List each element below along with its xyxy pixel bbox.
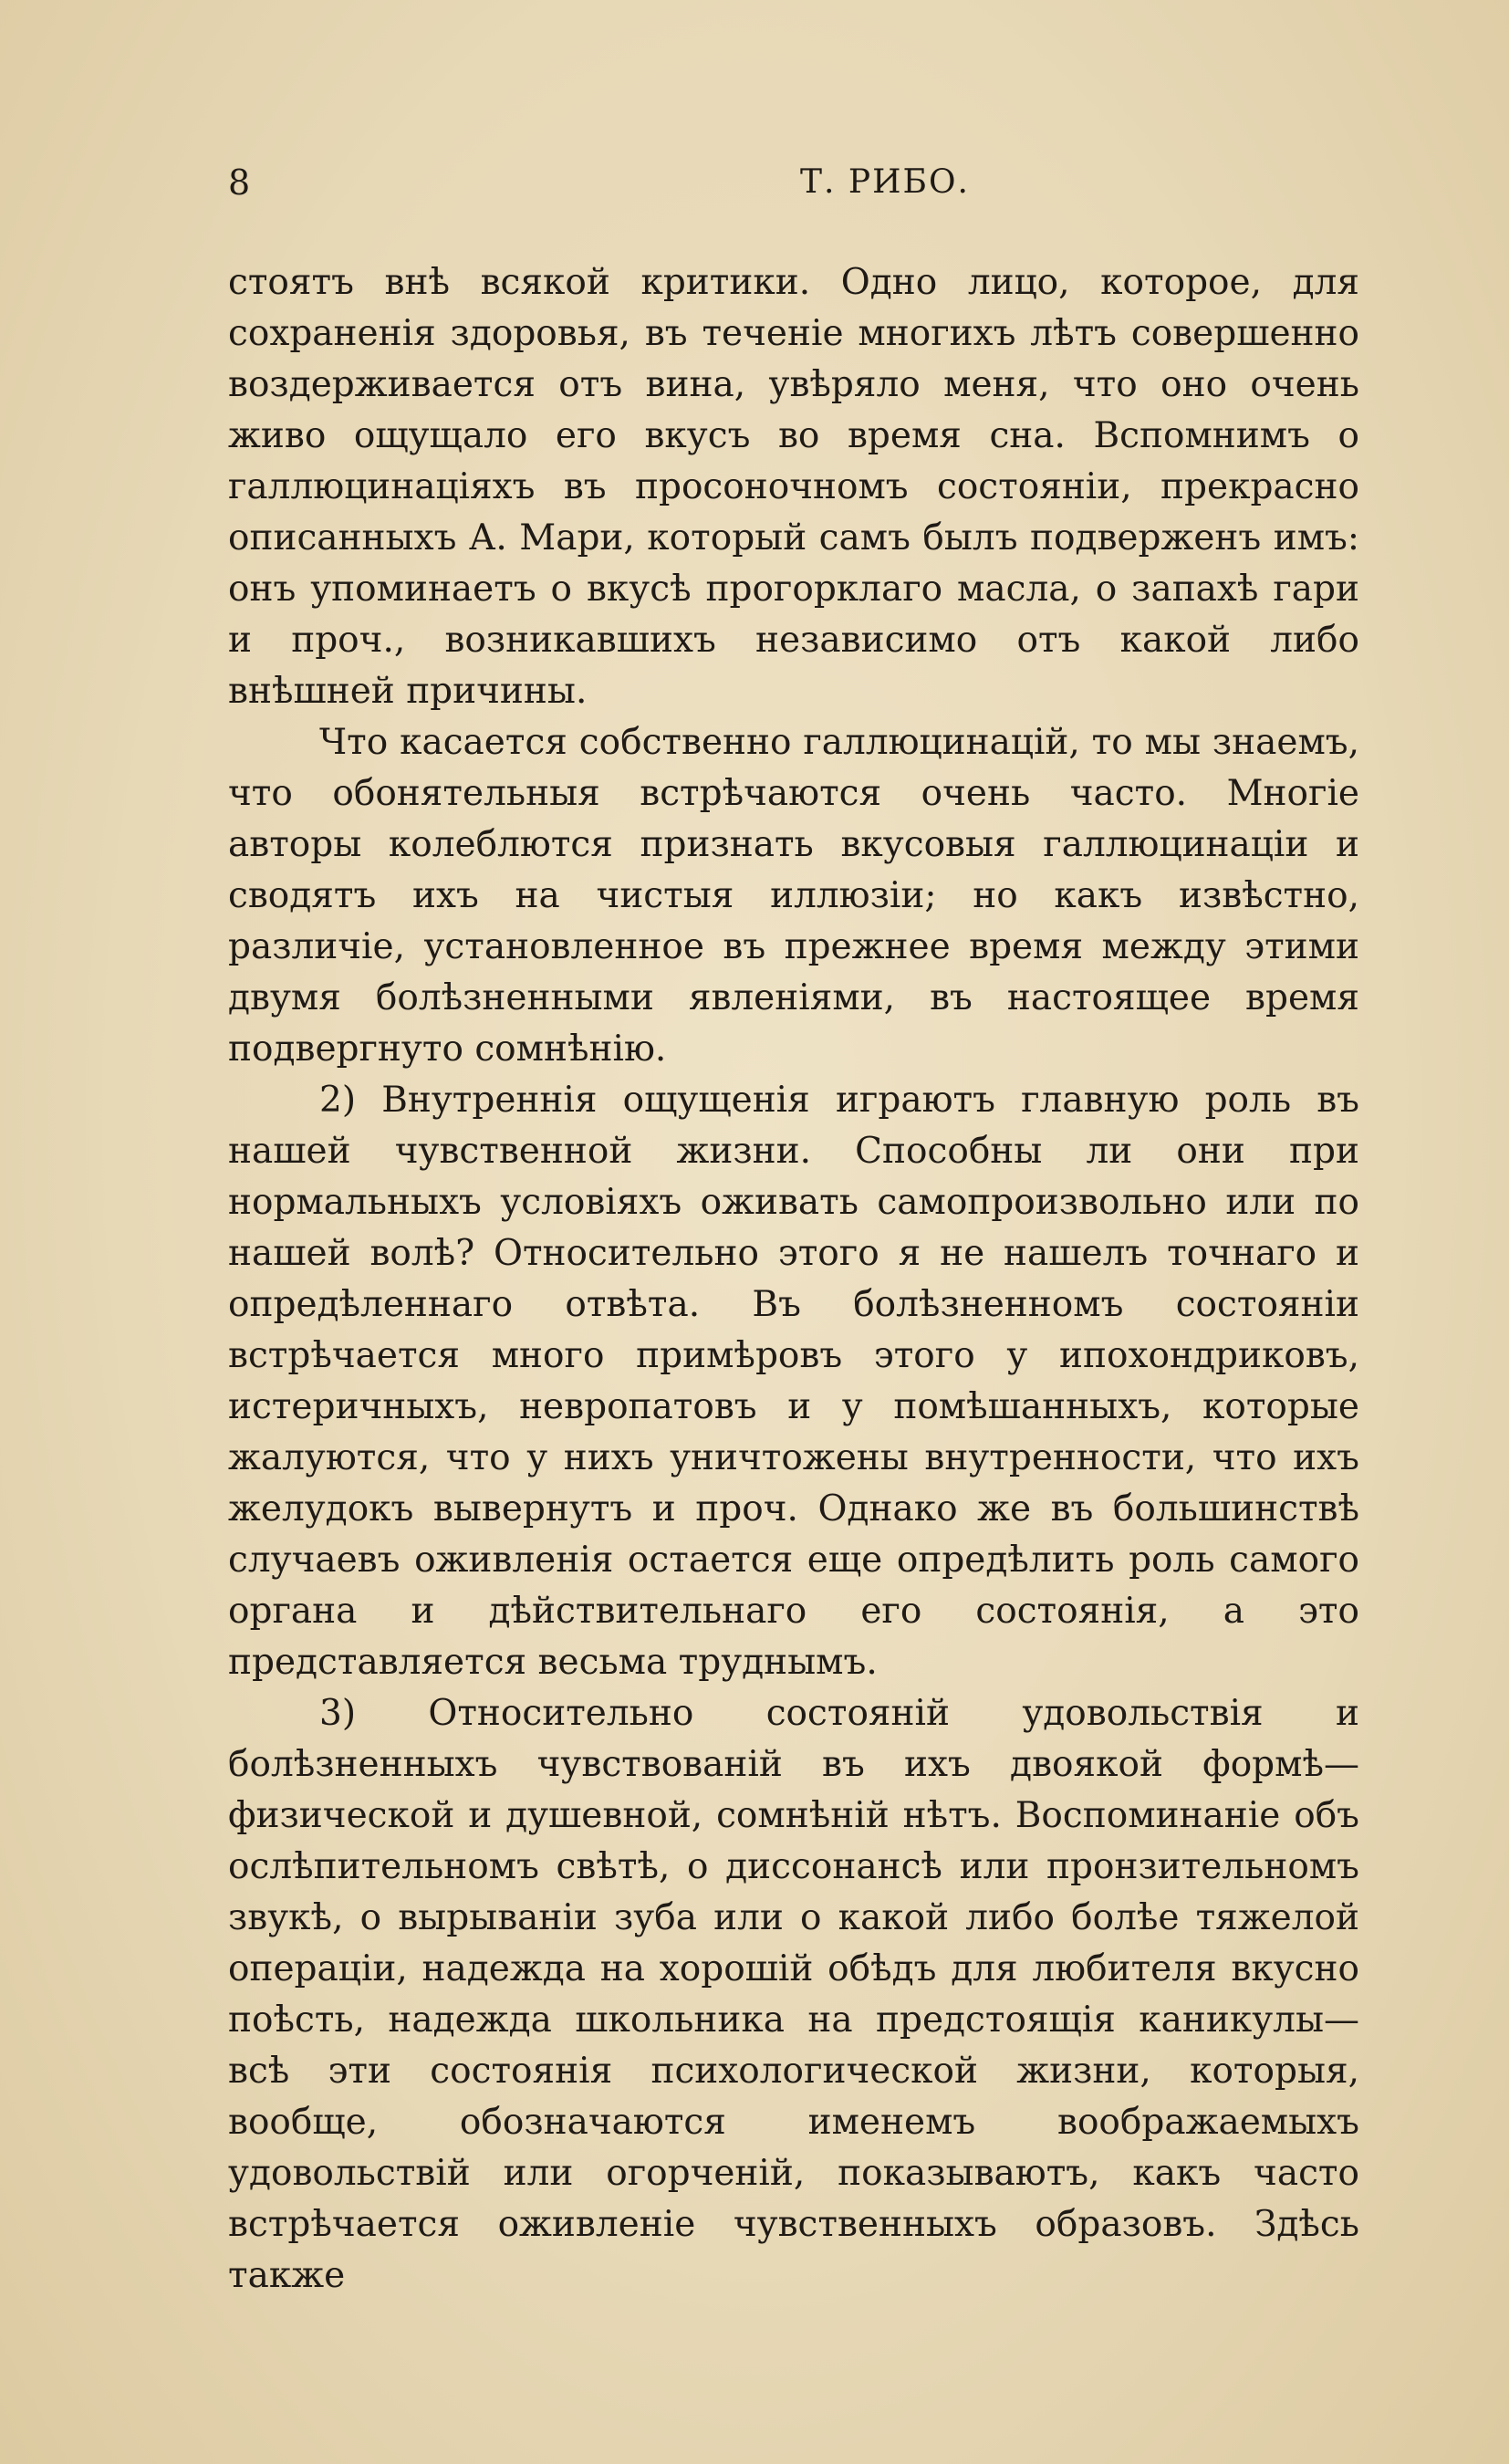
paragraph-1: стоятъ внѣ всякой критики. Одно лицо, которое, для сохраненія здоровья, въ теченіе многихъ лѣтъ совершенно воздерживается отъ вина, увѣряло меня, что оно очень живо ощущало его вкусъ во время сна. Вспомнимъ о галлюцинаціяхъ въ просоночномъ состояніи, прекрасно описанныхъ А. Мари, который самъ былъ подверженъ имъ: онъ упоминаетъ о вкусѣ прогорклаго масла, о запахѣ гари и проч., возникавшихъ независимо отъ какой либо внѣшней причины. — [228, 262, 1359, 712]
paragraph-4: 3) Относительно состояній удовольствія и болѣзненныхъ чувствованій въ ихъ двоякой формѣ—физической и душевной, сомнѣній нѣтъ. Воспоминаніе объ ослѣпительномъ свѣтѣ, о диссонансѣ или пронзительномъ звукѣ, о вырываніи зуба или о какой либо болѣе тяжелой операціи, надежда на хорошій обѣдъ для любителя вкусно поѣсть, надежда школьника на предстоящія каникулы—всѣ эти состоянія психологической жизни, которыя, вообще, обозначаются именемъ воображаемыхъ удовольствій или огорченій, показываютъ, какъ часто встрѣчается оживленіе чувственныхъ образовъ. Здѣсь также — [228, 1693, 1359, 2296]
body-text — [228, 257, 1359, 2302]
page-header — [228, 155, 1359, 210]
page-number: 8 — [228, 162, 251, 203]
paragraph-3: 2) Внутреннія ощущенія играютъ главную роль въ нашей чувственной жизни. Способны ли они при нормальныхъ условіяхъ оживать самопроизвольно или по нашей волѣ? Относительно этого я не нашелъ точнаго и опредѣленнаго отвѣта. Въ болѣзненномъ состояніи встрѣчается много примѣровъ этого у ипохондриковъ, истеричныхъ, невропатовъ и у помѣшанныхъ, которые жалуются, что у нихъ уничтожены внутренности, что ихъ желудокъ вывернутъ и проч. Однако же въ большинствѣ случаевъ оживленія остается еще опредѣлить роль самого органа и дѣйствительнаго его состоянія, а это представляется весьма труднымъ. — [228, 1080, 1359, 1683]
paragraph-2: Что касается собственно галлюцинацій, то мы знаемъ, что обонятельныя встрѣчаются очень часто. Многіе авторы колеблются признать вкусовыя галлюцинаціи и сводятъ ихъ на чистыя иллюзіи; но какъ извѣстно, различіе, установленное въ прежнее время между этими двумя болѣзненными явленіями, въ настоящее время подвергнуто сомнѣнію. — [228, 722, 1359, 1070]
running-head: Т. РИБО. — [800, 163, 970, 201]
